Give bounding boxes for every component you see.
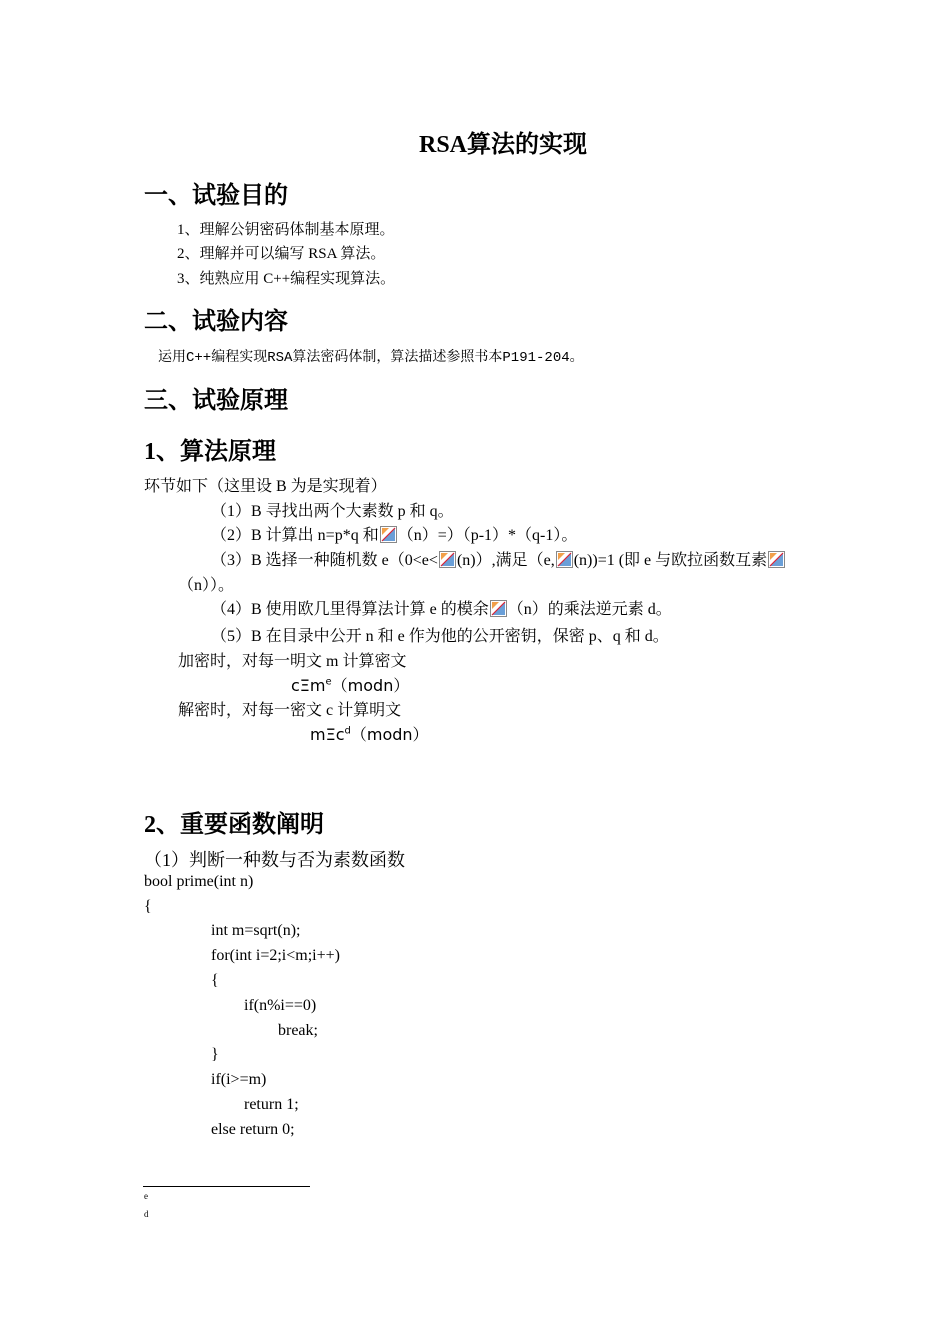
broken-image-icon	[556, 551, 573, 568]
broken-image-icon	[768, 551, 785, 568]
code-line: int m=sqrt(n);	[211, 922, 301, 939]
broken-image-icon	[380, 526, 397, 543]
step-4-text-b: （n）的乘法逆元素 d。	[507, 601, 672, 618]
code-line: if(i>=m)	[211, 1071, 267, 1088]
step-3-text-c: (n))=1 (即 e 与欧拉函数互素	[573, 552, 768, 569]
code-line: for(int i=2;i<m;i++)	[211, 947, 340, 964]
step-5: （5）B 在目录中公开 n 和 e 作为他的公开密钥，保密 p、q 和 d。	[211, 628, 669, 645]
code-line: if(n%i==0)	[244, 997, 317, 1014]
code-line: else return 0;	[211, 1121, 295, 1138]
purpose-item-1: 1、理解公钥密码体制基本原理。	[177, 222, 395, 238]
step-3	[211, 547, 786, 570]
code-line: break;	[278, 1022, 318, 1039]
step-4	[211, 596, 672, 619]
steps-intro: 环节如下（这里设 B 为是实现着）	[144, 478, 387, 495]
decrypt-label: 解密时，对每一密文 c 计算明文	[178, 702, 402, 719]
function-title: （1）判断一种数与否为素数函数	[144, 850, 405, 870]
broken-image-icon	[439, 551, 456, 568]
step-3-text-a: （3）B 选择一种随机数 e（0<e<	[211, 552, 438, 569]
decrypt-formula-mod: （modn）	[350, 725, 429, 744]
page-title: RSA算法的实现	[419, 132, 588, 158]
code-line: return 1;	[244, 1096, 299, 1113]
encrypt-formula-base: cΞm	[291, 676, 326, 695]
purpose-item-2: 2、理解并可以编写 RSA 算法。	[177, 246, 386, 262]
purpose-item-3: 3、纯熟应用 C++编程实现算法。	[177, 271, 396, 287]
encrypt-formula	[291, 673, 409, 696]
decrypt-formula-exponent: d	[344, 725, 351, 737]
footnote-e: e	[144, 1191, 148, 1201]
encrypt-label: 加密时，对每一明文 m 计算密文	[178, 653, 407, 670]
step-2	[211, 522, 577, 545]
decrypt-formula-base: mΞc	[310, 725, 345, 744]
code-line: }	[211, 1046, 219, 1063]
subsection-heading-functions: 2、重要函数阐明	[144, 812, 324, 838]
encrypt-formula-exponent: e	[325, 676, 332, 688]
step-2-text-a: （2）B 计算出 n=p*q 和	[211, 527, 379, 544]
step-1: （1）B 寻找出两个大素数 p 和 q。	[211, 503, 454, 520]
step-4-text-a: （4）B 使用欧几里得算法计算 e 的模余	[211, 601, 489, 618]
section-heading-principle: 三、试验原理	[144, 388, 288, 414]
step-3-text-b: (n)）,满足（e,	[456, 552, 555, 569]
footnote-separator	[143, 1186, 310, 1187]
section-heading-purpose: 一、试验目的	[144, 183, 288, 209]
decrypt-formula	[310, 722, 429, 745]
code-line: {	[211, 972, 219, 989]
section-heading-content: 二、试验内容	[144, 309, 288, 335]
step-3-continuation: （n））。	[178, 577, 235, 594]
code-line: bool prime(int n)	[144, 873, 254, 890]
encrypt-formula-mod: （modn）	[331, 676, 410, 695]
code-line: {	[144, 898, 152, 915]
subsection-heading-algorithm: 1、算法原理	[144, 439, 276, 465]
footnote-d: d	[144, 1209, 149, 1219]
broken-image-icon	[490, 600, 507, 617]
content-text: 运用C++编程实现RSA算法密码体制，算法描述参照书本P191-204。	[158, 350, 584, 366]
step-2-text-b: （n）=）（p-1）*（q-1）。	[397, 527, 578, 544]
